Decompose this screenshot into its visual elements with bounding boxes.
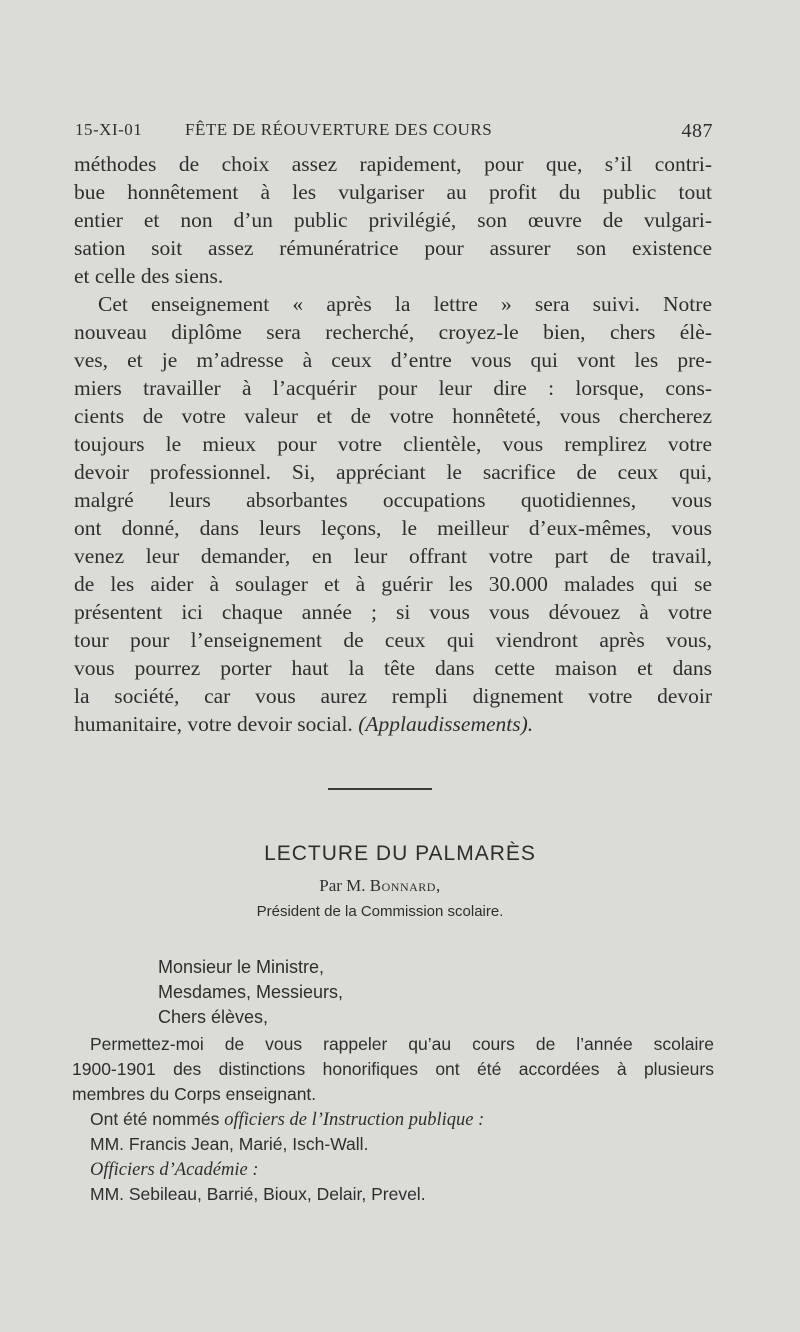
text-line: ont donné, dans leurs leçons, le meilleur d’eux-mêmes, vous (74, 516, 712, 540)
salutation (158, 955, 558, 1030)
text-line: la société, car vous aurez rempli dignement votre devoir (74, 684, 712, 708)
speech-text (74, 150, 712, 738)
text-line: sation soit assez rémunératrice pour assurer son existence (74, 236, 712, 260)
running-head (75, 120, 713, 146)
section-divider (328, 788, 432, 790)
text-line: méthodes de choix assez rapidement, pour que, s’il contri- (74, 152, 712, 176)
text-line: bue honnêtement à les vulgariser au profit du public tout (74, 180, 712, 204)
letter-line-4: Ont été nommés (90, 1109, 220, 1129)
salutation-line: Monsieur le Ministre, (158, 957, 325, 977)
speaker-role: Président de la Commission scolaire. (256, 903, 504, 920)
text-line: devoir professionnel. Si, appréciant le sacrifice de ceux qui, (74, 460, 712, 484)
text-line: miers travailler à l’acquérir pour leur dire : lorsque, cons- (74, 376, 712, 400)
text-line-last (74, 710, 712, 738)
text-line (90, 1182, 714, 1207)
salutation-line: Chers élèves, (158, 1007, 269, 1027)
salutation-line: Mesdames, Messieurs, (158, 982, 344, 1002)
byline-prefix: Par M. (319, 876, 366, 895)
honor-title-officiers-instruction: officiers de l’Instruction publique : (224, 1110, 485, 1130)
text-line: venez leur demander, en leur offrant votre part de travail, (74, 544, 712, 568)
text-line: présentent ici chaque année ; si vous vous dévouez à votre (74, 600, 712, 624)
text-line (72, 1082, 714, 1107)
header-title: FÊTE DE RÉOUVERTURE DES COURS (185, 120, 493, 139)
text-line: vous pourrez porter haut la tête dans cette maison et dans (74, 656, 712, 680)
text-line: entier et non d’un public privilégié, son œuvre de vulgari- (74, 208, 712, 232)
letter-line-2: 1900-1901 des distinctions honorifiques ont été accordées à plusieurs (72, 1059, 714, 1079)
page-number: 487 (681, 120, 713, 142)
header-date: 15-XI-01 (75, 120, 143, 139)
text-line: toujours le mieux pour votre clientèle, vous remplirez votre (74, 432, 712, 456)
applause-note: (Applaudissements). (358, 712, 534, 736)
recipients-instruction: MM. Francis Jean, Marié, Isch-Wall. (90, 1134, 369, 1154)
byline-name: Bonnard, (369, 876, 441, 895)
text-line (90, 1032, 714, 1057)
text-line: malgré leurs absorbantes occupations quotidiennes, vous (74, 488, 712, 512)
palmares-text (72, 1032, 714, 1207)
byline (0, 876, 760, 896)
text-line: et celle des siens. (74, 264, 224, 288)
text-line: tour pour l’enseignement de ceux qui viendront après vous, (74, 628, 712, 652)
closing-text: humanitaire, votre devoir social. (74, 712, 353, 736)
text-line (90, 1132, 714, 1157)
text-line: cients de votre valeur et de votre honnêteté, vous chercherez (74, 404, 712, 428)
text-line: nouveau diplôme sera recherché, croyez-le bien, chers élè- (74, 320, 712, 344)
text-line (72, 1057, 714, 1082)
letter-line-1: Permettez-moi de vous rappeler qu’au cours de l’année scolaire (90, 1034, 714, 1054)
section-title: LECTURE DU PALMARÈS (264, 842, 536, 865)
text-line: Cet enseignement « après la lettre » sera suivi. Notre (98, 292, 712, 316)
text-line: de les aider à soulager et à guérir les 30.000 malades qui se (74, 572, 712, 596)
honor-title-officiers-academie: Officiers d’Académie : (90, 1160, 259, 1180)
letter-line-3: membres du Corps enseignant. (72, 1084, 317, 1104)
text-line: ves, et je m’adresse à ceux d’entre vous qui vont les pre- (74, 348, 712, 372)
text-line (90, 1107, 714, 1132)
recipients-academie: MM. Sebileau, Barrié, Bioux, Delair, Prevel. (90, 1184, 426, 1204)
text-line (90, 1157, 714, 1182)
